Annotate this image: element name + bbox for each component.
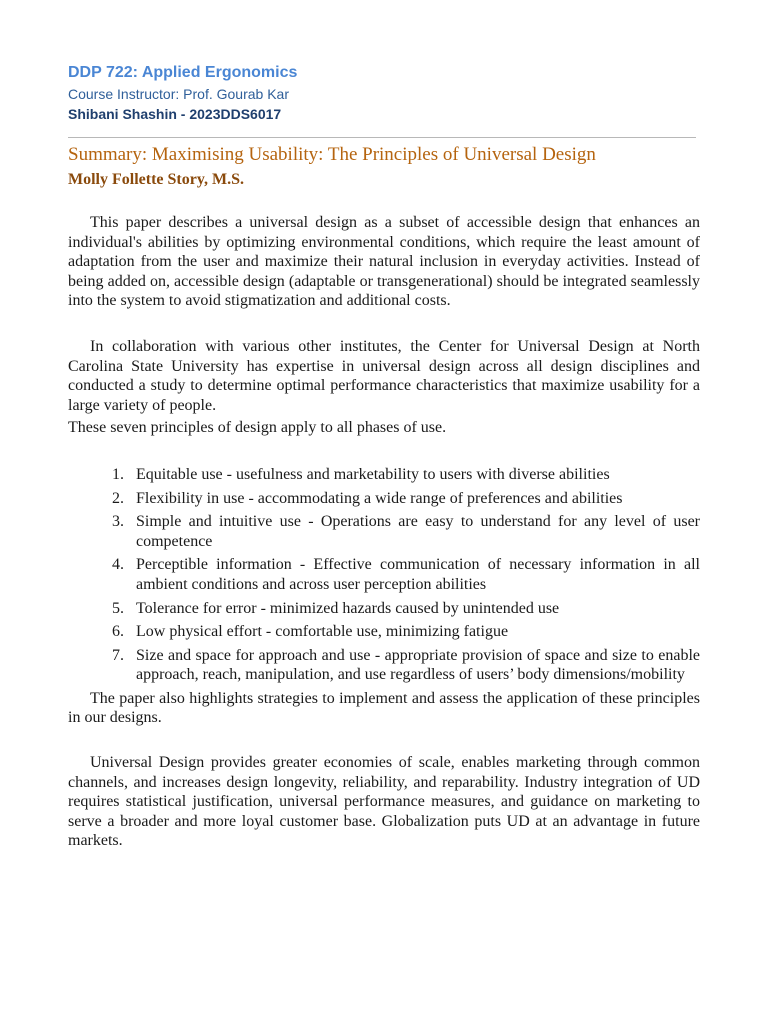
paragraph-intro: This paper describes a universal design as a subset of accessible design that enhances an individual's abilities by optimizing environmental conditions, which require the least amount of adaptation from the user and maximize their natural inclusion in everyday activities. Instead of being added on, accessible design (adaptable or transgenerational) should be integrated seamlessly into the system to avoid stigmatization and additional costs. (68, 214, 700, 310)
paragraph-spacer (68, 728, 700, 753)
paragraph-spacer (68, 311, 700, 337)
list-item (112, 512, 700, 551)
list-item (112, 489, 700, 509)
paragraph-conclusion: Universal Design provides greater economies of scale, enables marketing through common channels, and increases design longevity, reliability, and reparability. Industry integration of UD requires statistical justification, universal performance measures, and guidance on marketing to serve a broader and more loyal customer base. Globalization puts UD at an advantage in future markets. (68, 754, 700, 850)
header-divider (68, 137, 696, 138)
list-item (112, 465, 700, 485)
document-body (68, 213, 700, 851)
list-item-text: Low physical effort - comfortable use, minimizing fatigue (136, 623, 509, 641)
document-header (68, 62, 700, 124)
list-item-number: 6. (112, 623, 124, 641)
list-item-text: Equitable use - usefulness and marketability to users with diverse abilities (136, 465, 610, 483)
principles-lead-in: These seven principles of design apply to all phases of use. (68, 419, 447, 437)
list-item-text: Simple and intuitive use - Operations are easy to understand for any level of user competence (136, 513, 700, 550)
list-item-number: 1. (112, 465, 124, 483)
list-item (112, 646, 700, 685)
principles-list (68, 465, 700, 685)
list-item-text: Perceptible information - Effective communication of necessary information in all ambient conditions and across user perception abilities (136, 556, 700, 593)
list-item-text: Flexibility in use - accommodating a wide range of preferences and abilities (136, 489, 623, 507)
list-item-number: 2. (112, 489, 124, 507)
list-item-number: 7. (112, 646, 124, 664)
list-item-number: 5. (112, 599, 124, 617)
list-item-number: 3. (112, 513, 124, 531)
paragraph-strategies: The paper also highlights strategies to implement and assess the application of these principles in our designs. (68, 689, 700, 727)
list-item (112, 599, 700, 619)
list-item (112, 622, 700, 642)
paragraph-collaboration: In collaboration with various other institutes, the Center for Universal Design at North Carolina State University has expertise in universal design across all design disciplines and conducted a study to determine optimal performance characteristics that maximize usability for a large variety of people. (68, 337, 700, 414)
course-instructor: Course Instructor: Prof. Gourab Kar (68, 86, 289, 102)
list-item (112, 555, 700, 594)
list-item-text: Tolerance for error - minimized hazards caused by unintended use (136, 599, 560, 617)
summary-title: Summary: Maximising Usability: The Principles of Universal Design (68, 144, 596, 165)
paper-author: Molly Follette Story, M.S. (68, 171, 244, 188)
student-name-id: Shibani Shashin - 2023DDS6017 (68, 106, 282, 122)
list-item-number: 4. (112, 556, 124, 574)
list-item-text: Size and space for approach and use - appropriate provision of space and size to enable approach, reach, manipulation, and use regardless of users’ body dimensions/mobility (136, 646, 700, 684)
course-title: DDP 722: Applied Ergonomics (68, 64, 298, 81)
